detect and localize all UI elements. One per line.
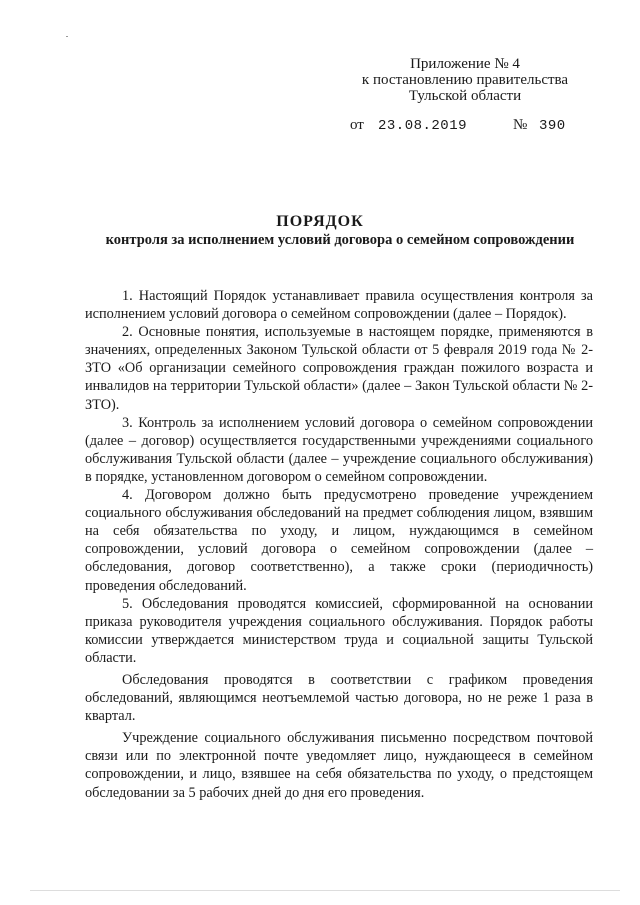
document-subtitle: контроля за исполнением условий договора о семейном сопровождении bbox=[105, 232, 575, 248]
appendix-line-1: Приложение № 4 bbox=[410, 56, 520, 72]
scan-artifact bbox=[66, 36, 68, 37]
document-title: ПОРЯДОК bbox=[276, 213, 364, 230]
appendix-line-3: Тульской области bbox=[408, 88, 522, 104]
paragraph-3: 3. Контроль за исполнением условий договора о семейном сопровождении (далее – договор) осуществляется государственными учреждениями социального обслуживания Тульской области (далее – учреждение социального обслуживания) в порядке, установленном договором о семейном сопровождении. bbox=[85, 414, 593, 485]
resolution-number: 390 bbox=[539, 118, 566, 134]
paragraph-4: 4. Договором должно быть предусмотрено проведение учреждением социального обслуживания обследований на предмет соблюдения лицом, взявшим на себя обязательства по уходу, и лицом, нуждающимся в семейном сопровождении, условий договора о семейном сопровождении (далее – обследования, договор соответственно), а также сроки (периодичность) проведения обследований. bbox=[85, 487, 593, 594]
appendix-line-2: к постановлению правительства bbox=[361, 72, 569, 88]
document-body bbox=[85, 287, 593, 802]
paragraph-2: 2. Основные понятия, используемые в настоящем порядке, применяются в значениях, определенных Законом Тульской области от 5 февраля 2019 года № 2-ЗТО «Об организации семейного сопровождения граждан пожилого возраста и инвалидов на территории Тульской области» (далее – Закон Тульской области № 2-ЗТО). bbox=[85, 324, 593, 413]
resolution-date: 23.08.2019 bbox=[378, 118, 468, 134]
paragraph-7: Учреждение социального обслуживания письменно посредством почтовой связи или по электронной почте уведомляет лицо, нуждающееся в семейном сопровождении, и лицо, взявшее на себя обязательства по уходу, о предстоящем обследовании за 5 рабочих дней до дня его проведения. bbox=[85, 730, 593, 801]
scan-artifact-bottom bbox=[30, 890, 620, 891]
paragraph-1: 1. Настоящий Порядок устанавливает правила осуществления контроля за исполнением условий договора о семейном сопровождении (далее – Порядок). bbox=[85, 288, 593, 323]
number-sign: № bbox=[513, 117, 528, 133]
paragraph-6: Обследования проводятся в соответствии с графиком проведения обследований, являющимся неотъемлемой частью договора, но не реже 1 раза в квартал. bbox=[85, 671, 593, 725]
paragraph-5: 5. Обследования проводятся комиссией, сформированной на основании приказа руководителя учреждения социального обслуживания. Порядок работы комиссии утверждается министерством труда и социальной защиты Тульской области. bbox=[85, 595, 593, 666]
appendix-block bbox=[340, 56, 590, 104]
date-prefix: от bbox=[350, 117, 364, 133]
